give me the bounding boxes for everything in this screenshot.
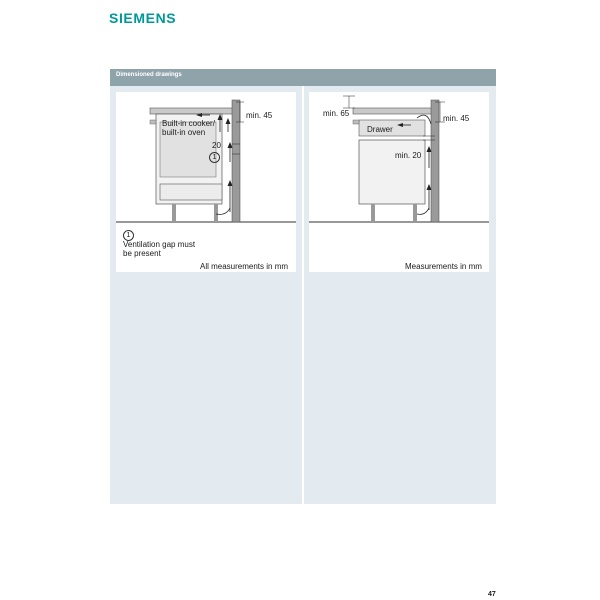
note-text: be present: [123, 249, 161, 258]
callout-marker: 1: [209, 152, 220, 163]
worktop: [353, 108, 433, 114]
appliance-label: Built-in cooker/: [162, 119, 215, 128]
section-title: Dimensioned drawings: [116, 72, 182, 78]
appliance-label: built-in oven: [162, 128, 206, 137]
dimension-label: min. 45: [443, 114, 470, 123]
worktop: [150, 108, 234, 114]
dimension-label: min. 45: [246, 111, 273, 120]
units-note: All measurements in mm: [200, 262, 289, 271]
units-note: Measurements in mm: [405, 262, 482, 271]
dimension-label: min. 65: [323, 109, 350, 118]
siemens-logo: SIEMENS: [109, 10, 177, 26]
leg: [214, 204, 218, 222]
note-marker: 1: [123, 230, 134, 241]
wall: [431, 100, 439, 222]
dimension-label: min. 20: [395, 151, 422, 160]
knob: [150, 120, 156, 124]
curved-arrow: [417, 208, 429, 214]
knob: [353, 120, 359, 124]
note-text: Ventilation gap must: [123, 240, 196, 249]
leg: [413, 204, 417, 222]
section-header-bar: [110, 69, 496, 86]
right-dimension-drawing: [309, 92, 489, 272]
page-number: 47: [488, 591, 496, 598]
left-dimension-drawing: [116, 92, 296, 272]
drawer-front: [160, 184, 222, 200]
dimension-label: 20: [212, 141, 221, 150]
wall: [232, 100, 240, 222]
leg: [172, 204, 176, 222]
cabinet: [359, 140, 425, 204]
leg: [371, 204, 375, 222]
curved-arrow: [216, 208, 230, 214]
arrow-head: [226, 118, 231, 124]
drawer-label: Drawer: [367, 125, 393, 134]
